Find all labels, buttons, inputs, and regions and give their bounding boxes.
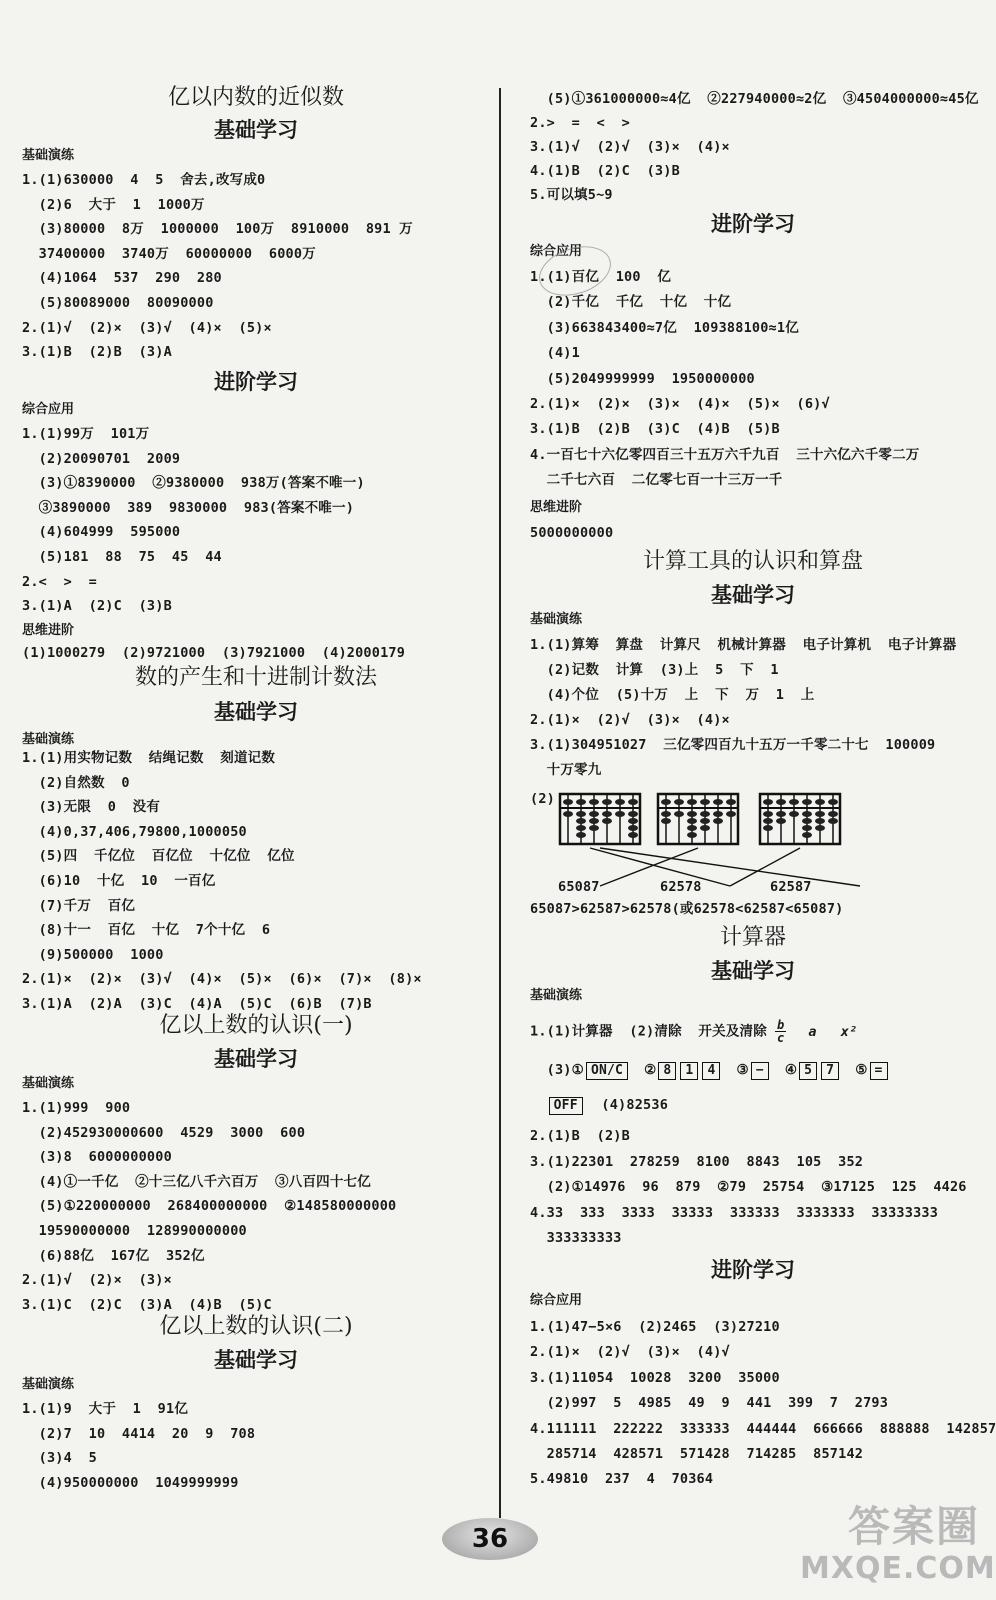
section-subtitle: 进阶学习 xyxy=(214,370,298,394)
abacus-bead xyxy=(687,811,697,817)
answer-line: (3)4 5 xyxy=(22,1450,97,1467)
abacus-bead xyxy=(589,825,599,831)
answer-line: (2)997 5 4985 49 9 441 399 7 2793 xyxy=(530,1395,889,1412)
section-title: 亿以上数的认识(一) xyxy=(159,1013,353,1038)
section-subtitle: 进阶学习 xyxy=(711,212,795,236)
fraction-key xyxy=(775,1019,786,1044)
abacus-bead xyxy=(687,799,697,805)
abacus-bead xyxy=(713,818,723,824)
answer-line: 1.(1)630000 4 5 舍去,改写成0 xyxy=(22,172,266,188)
abacus-bead xyxy=(576,825,586,831)
abacus-bead xyxy=(628,818,638,824)
subsection-label: 综合应用 xyxy=(22,402,75,417)
answer-line: (4)0,37,406,79800,1000050 xyxy=(22,823,247,840)
calculator-key: 5 xyxy=(799,1062,817,1080)
calculator-key: 1 xyxy=(680,1062,698,1080)
abacus-bead xyxy=(615,799,625,805)
answer-line: 1.(1)999 900 xyxy=(22,1100,131,1116)
abacus-bead xyxy=(576,818,586,824)
watermark-cn: 答案圈 xyxy=(847,1502,980,1551)
abacus-bead xyxy=(628,811,638,817)
circled-marker: ③ xyxy=(736,1062,749,1078)
answer-line: 2.(1)× (2)√ (3)× (4)× xyxy=(530,712,730,728)
answer-line: (3)8 6000000000 xyxy=(22,1149,172,1166)
answer-line: 3.(1)√ (2)√ (3)× (4)× xyxy=(530,139,730,155)
abacus-bead xyxy=(602,799,612,805)
answer-line: 2.(1)× (2)× (3)√ (4)× (5)× (6)× (7)× (8)× xyxy=(22,971,422,988)
answer-line: 1.(1)9 大于 1 91亿 xyxy=(22,1401,189,1417)
subsection-label: 基础演练 xyxy=(22,732,75,747)
answer-line: 4.111111 222222 333333 444444 666666 888888 142857 xyxy=(530,1420,996,1437)
abacus-bead xyxy=(687,818,697,824)
abacus-prefix: (2) xyxy=(530,791,555,807)
calculator-key: = xyxy=(870,1062,888,1080)
abacus-bead xyxy=(661,811,671,817)
abacus-bead xyxy=(763,799,773,805)
abacus-bead xyxy=(563,811,573,817)
fraction-numerator: b xyxy=(776,1018,785,1032)
answer-line: (4)①一千亿 ②十三亿八千六百万 ③八百四十七亿 xyxy=(22,1173,371,1190)
answer-line: 十万零九 xyxy=(530,762,602,778)
answer-line: 二千七六百 二亿零七百一十三万一千 xyxy=(530,472,783,489)
answer-line: (3)无限 0 没有 xyxy=(22,799,161,816)
subsection-label: 综合应用 xyxy=(530,1293,583,1308)
answer-line: 2.> = < > xyxy=(530,115,630,131)
subsection-label: 基础演练 xyxy=(22,1377,75,1392)
abacus-bead xyxy=(661,818,671,824)
section-title: 计算工具的认识和算盘 xyxy=(642,549,863,574)
abacus-bead xyxy=(700,799,710,805)
answer-line: (4)个位 (5)十万 上 下 万 1 上 xyxy=(530,687,815,703)
answer-line: (4)1064 537 290 280 xyxy=(22,270,222,287)
answer-line: (5)①361000000≈4亿 ②227940000≈2亿 ③4504000000≈45亿 xyxy=(530,91,979,107)
abacus-bead xyxy=(802,811,812,817)
answer-line: (7)千万 百亿 xyxy=(22,897,136,914)
answer-line: 3.(1)B (2)B (3)A xyxy=(22,344,172,361)
answer-line: (5)四 千亿位 百亿位 十亿位 亿位 xyxy=(22,848,295,865)
abacus-bead xyxy=(602,811,612,817)
calculator-key: ON/C xyxy=(586,1062,628,1080)
calculator-key: 8 xyxy=(658,1062,676,1080)
section-subtitle: 基础学习 xyxy=(214,1348,298,1372)
abacus-bead xyxy=(815,799,825,805)
answer-line: (3)80000 8万 1000000 100万 8910000 891 万 xyxy=(22,221,413,238)
section-subtitle: 基础学习 xyxy=(214,700,298,724)
abacus-bead xyxy=(815,825,825,831)
section-title: 亿以内数的近似数 xyxy=(167,85,344,110)
section-title: 数的产生和十进制计数法 xyxy=(134,665,377,690)
answer-line: (9)500000 1000 xyxy=(22,946,164,963)
section-subtitle: 基础学习 xyxy=(214,1047,298,1071)
section-subtitle: 基础学习 xyxy=(711,583,795,607)
answer-line: (4)950000000 1049999999 xyxy=(22,1474,239,1491)
answer-line: (2)7 10 4414 20 9 708 xyxy=(22,1425,256,1442)
page-number: 36 xyxy=(442,1518,538,1560)
abacus-value: 65087 xyxy=(558,879,600,895)
watermark-en: MXQE.COM xyxy=(800,1551,996,1586)
answer-line: (6)88亿 167亿 352亿 xyxy=(22,1247,205,1264)
answer-line: 37400000 3740万 60000000 6000万 xyxy=(22,245,316,262)
abacus-value: 62578 xyxy=(660,879,702,895)
abacus-bead xyxy=(713,811,723,817)
answer-line: 3.(1)304951027 三亿零四百九十五万一千零二十七 100009 xyxy=(530,737,936,753)
section-subtitle: 基础学习 xyxy=(214,118,298,142)
calculator-line-1 xyxy=(530,1019,857,1044)
variable-x-squared: x² xyxy=(840,1023,858,1040)
answer-line: 5000000000 xyxy=(530,525,614,541)
answer-line: 1.(1)算筹 算盘 计算尺 机械计算器 电子计算机 电子计算器 xyxy=(530,637,957,653)
answer-line: 3.(1)11054 10028 3200 35000 xyxy=(530,1369,780,1386)
abacus-bead xyxy=(802,799,812,805)
abacus-bead xyxy=(628,825,638,831)
abacus-1 xyxy=(560,794,640,844)
answer-line: 2.(1)× (2)√ (3)× (4)√ xyxy=(530,1344,730,1361)
answer-line: (1)1000279 (2)9721000 (3)7921000 (4)2000179 xyxy=(22,645,406,661)
abacus-bead xyxy=(661,799,671,805)
indent xyxy=(530,1097,547,1113)
abacus-bead xyxy=(815,811,825,817)
section-subtitle: 基础学习 xyxy=(711,959,795,983)
calculator-key: − xyxy=(751,1062,769,1080)
answer-line: 4.(1)B (2)C (3)B xyxy=(530,163,680,179)
answer-line: 5.可以填5~9 xyxy=(530,187,613,203)
answer-line: 3.(1)A (2)A (3)C (4)A (5)C (6)B (7)B xyxy=(22,996,372,1012)
abacus-bead xyxy=(776,811,786,817)
section-title: 计算器 xyxy=(719,925,786,950)
abacus-bead xyxy=(700,818,710,824)
subsection-label: 基础演练 xyxy=(22,148,75,163)
answer-line: 1.(1)99万 101万 xyxy=(22,426,150,442)
answer-line: (2)20090701 2009 xyxy=(22,450,181,467)
answer-line: (5)80089000 80090000 xyxy=(22,295,214,311)
abacus-bead xyxy=(589,799,599,805)
answer-line: 3.(1)22301 278259 8100 8843 105 352 xyxy=(530,1153,864,1170)
answer-line: 285714 428571 571428 714285 857142 xyxy=(530,1446,864,1462)
answer-line: (5)2049999999 1950000000 xyxy=(530,370,755,387)
line-prefix: (3)① xyxy=(530,1062,584,1078)
answer-line: 3.(1)A (2)C (3)B xyxy=(22,598,172,615)
answer-line: 1.(1)用实物记数 结绳记数 刻道记数 xyxy=(22,750,276,766)
circled-marker: ② xyxy=(644,1062,657,1078)
off-key: OFF xyxy=(549,1097,583,1115)
answer-line: (4)1 xyxy=(530,345,580,362)
abacus-bead xyxy=(589,811,599,817)
abacus-bead xyxy=(815,818,825,824)
subsection-label: 思维进阶 xyxy=(530,500,583,515)
abacus-bead xyxy=(576,811,586,817)
variable-a: a xyxy=(808,1023,817,1040)
abacus-bead xyxy=(563,799,573,805)
abacus-bead xyxy=(589,818,599,824)
answer-line: 2.< > = xyxy=(22,573,97,590)
answer-line: 3.(1)C (2)C (3)A (4)B (5)C xyxy=(22,1296,272,1313)
subsection-label: 综合应用 xyxy=(530,244,583,259)
answer-line: 2.(1)B (2)B xyxy=(530,1128,630,1144)
abacus-bead xyxy=(687,825,697,831)
calculator-keys-line xyxy=(530,1061,890,1080)
answer-line: (3)①8390000 ②9380000 938万(答案不唯一) xyxy=(22,475,365,492)
abacus-bead xyxy=(602,818,612,824)
answer-line: 333333333 xyxy=(530,1230,622,1246)
calculator-off-line xyxy=(530,1096,668,1115)
abacus-bead xyxy=(726,799,736,805)
abacus-bead xyxy=(628,799,638,805)
abacus-3 xyxy=(760,794,840,844)
abacus-bead xyxy=(687,832,697,838)
subsection-label: 思维进阶 xyxy=(22,623,75,638)
answer-line: 19590000000 128990000000 xyxy=(22,1223,247,1239)
abacus-bead xyxy=(802,825,812,831)
answer-line: (4)604999 595000 xyxy=(22,524,181,541)
abacus-bead xyxy=(828,811,838,817)
answer-line: 1.(1)47−5×6 (2)2465 (3)27210 xyxy=(530,1319,780,1335)
abacus-bead xyxy=(789,799,799,805)
answer-line: (2)记数 计算 (3)上 5 下 1 xyxy=(530,662,779,678)
watermark-logo xyxy=(800,1502,996,1594)
answer-line: 2.(1)× (2)× (3)× (4)× (5)× (6)√ xyxy=(530,396,830,412)
abacus-bead xyxy=(628,832,638,838)
answer-line: (2)千亿 千亿 十亿 十亿 xyxy=(530,294,732,311)
answer-line: (5)①220000000 268400000000 ②148580000000 xyxy=(22,1198,397,1215)
line-prefix: 1.(1)计算器 (2)清除 开关及清除 xyxy=(530,1023,767,1040)
answer-line: (6)10 十亿 10 一百亿 xyxy=(22,873,216,889)
abacus-bead xyxy=(802,832,812,838)
column-divider xyxy=(499,88,501,1518)
abacus-value: 62587 xyxy=(770,879,812,895)
answer-line: 3.(1)B (2)B (3)C (4)B (5)B xyxy=(530,421,780,438)
abacus-bead xyxy=(713,799,723,805)
abacus-bead xyxy=(763,818,773,824)
section-subtitle: 进阶学习 xyxy=(711,1258,795,1282)
fraction-denominator: c xyxy=(776,1031,785,1045)
abacus-bead xyxy=(776,799,786,805)
section-title: 亿以上数的认识(二) xyxy=(159,1314,353,1339)
answer-line: 4.一百七十六亿零四百三十五万六千九百 三十六亿六千零二万 xyxy=(530,446,920,463)
abacus-bead xyxy=(674,811,684,817)
abacus-bead xyxy=(700,825,710,831)
answer-line: (5)181 88 75 45 44 xyxy=(22,549,222,565)
answer-line: 5.49810 237 4 70364 xyxy=(530,1471,714,1488)
abacus-bead xyxy=(763,811,773,817)
abacus-bead xyxy=(776,818,786,824)
line-suffix: (4)82536 xyxy=(584,1097,669,1113)
calculator-key: 4 xyxy=(702,1062,720,1080)
answer-line: (8)十一 百亿 十亿 7个十亿 6 xyxy=(22,922,271,939)
answer-line: (3)663843400≈7亿 109388100≈1亿 xyxy=(530,319,799,336)
abacus-bead xyxy=(700,811,710,817)
answer-line: (2)自然数 0 xyxy=(22,774,130,791)
subsection-label: 基础演练 xyxy=(530,988,583,1003)
answer-line: 4.33 333 3333 33333 333333 3333333 33333333 xyxy=(530,1204,939,1221)
abacus-bead xyxy=(615,811,625,817)
answer-line: 1.(1)百亿 100 亿 xyxy=(530,269,672,285)
answer-line: (2)452930000600 4529 3000 600 xyxy=(22,1124,306,1141)
abacus-bead xyxy=(789,811,799,817)
answer-line: ③3890000 389 9830000 983(答案不唯一) xyxy=(22,499,355,516)
calculator-key: 7 xyxy=(821,1062,839,1080)
answer-line: (2)6 大于 1 1000万 xyxy=(22,196,205,213)
abacus-bead xyxy=(576,832,586,838)
subsection-label: 基础演练 xyxy=(22,1076,75,1091)
abacus-bead xyxy=(576,799,586,805)
abacus-bead xyxy=(802,818,812,824)
abacus-2 xyxy=(658,794,738,844)
subsection-label: 基础演练 xyxy=(530,612,583,627)
abacus-bead xyxy=(828,799,838,805)
abacus-bead xyxy=(763,825,773,831)
answer-line: (2)①14976 96 879 ②79 25754 ③17125 125 4426 xyxy=(530,1179,967,1195)
comparison-line: 65087>62587>62578(或62578<62587<65087) xyxy=(530,901,844,917)
answer-line: 2.(1)√ (2)× (3)√ (4)× (5)× xyxy=(22,319,272,336)
abacus-bead xyxy=(828,818,838,824)
abacus-connector xyxy=(600,848,860,886)
circled-marker: ⑤ xyxy=(855,1062,868,1078)
abacus-bead xyxy=(674,799,684,805)
circled-marker: ④ xyxy=(784,1062,798,1078)
abacus-bead xyxy=(726,811,736,817)
answer-line: 2.(1)√ (2)× (3)× xyxy=(22,1272,172,1289)
